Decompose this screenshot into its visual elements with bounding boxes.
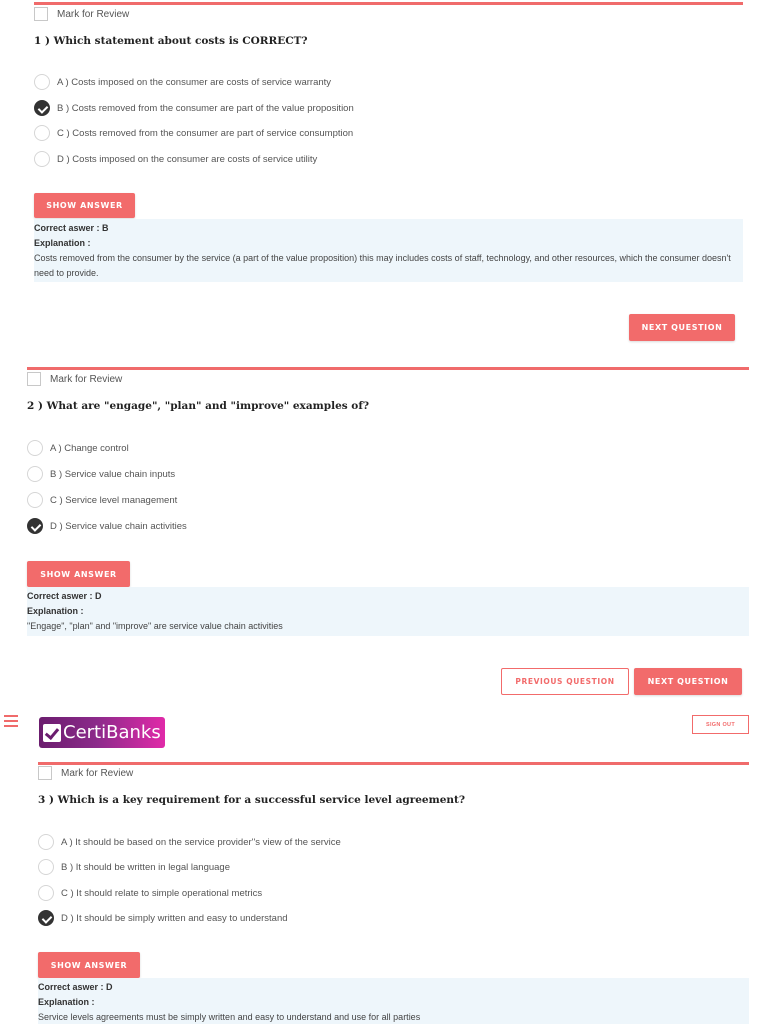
correct-answer: Correct aswer : B [34, 223, 109, 233]
explanation-label: Explanation : [27, 606, 84, 616]
option-label: B ) Service value chain inputs [50, 468, 176, 480]
option-label: C ) It should relate to simple operational metrics [61, 887, 263, 899]
radio-button[interactable] [38, 834, 54, 850]
mark-for-review[interactable] [27, 372, 122, 386]
option-a[interactable] [38, 833, 341, 851]
answer-panel [38, 978, 749, 1024]
previous-question-button[interactable]: PREVIOUS QUESTION [501, 668, 629, 695]
radio-button-checked[interactable] [38, 910, 54, 926]
radio-button-checked[interactable] [34, 100, 50, 116]
radio-button[interactable] [27, 466, 43, 482]
radio-button[interactable] [27, 492, 43, 508]
option-d[interactable] [38, 909, 288, 927]
answer-panel [27, 587, 749, 636]
option-label: D ) Service value chain activities [50, 520, 187, 532]
option-d[interactable] [27, 517, 187, 535]
option-c[interactable] [27, 491, 177, 509]
mark-for-review-label: Mark for Review [57, 8, 130, 20]
radio-button[interactable] [38, 859, 54, 875]
correct-answer: Correct aswer : D [38, 982, 113, 992]
mark-for-review-label: Mark for Review [50, 373, 123, 385]
radio-button[interactable] [34, 125, 50, 141]
review-checkbox[interactable] [34, 7, 48, 21]
option-label: A ) Change control [50, 442, 129, 454]
option-label: D ) It should be simply written and easy to understand [61, 912, 288, 924]
mark-for-review-label: Mark for Review [61, 767, 134, 779]
mark-for-review[interactable] [38, 766, 133, 780]
hamburger-menu-icon[interactable] [4, 715, 18, 727]
explanation-text: Costs removed from the consumer by the service (a part of the value proposition) this may includes costs of staff, technology, and other resources, which the consumer doesn't need to provide. [34, 253, 731, 278]
explanation-label: Explanation : [38, 997, 95, 1007]
option-label: A ) It should be based on the service provider''s view of the service [61, 836, 341, 848]
option-a[interactable] [34, 73, 331, 91]
logo-text: CertiBanks [63, 722, 161, 743]
show-answer-button[interactable]: SHOW ANSWER [27, 561, 130, 587]
answer-panel [34, 219, 743, 282]
explanation-label: Explanation : [34, 238, 91, 248]
radio-button-checked[interactable] [27, 518, 43, 534]
explanation-text: "Engage", "plan" and "improve" are service value chain activities [27, 621, 283, 631]
option-b[interactable] [34, 99, 354, 117]
section-divider [34, 2, 743, 5]
radio-button[interactable] [27, 440, 43, 456]
next-question-button[interactable]: NEXT QUESTION [634, 668, 742, 695]
option-b[interactable] [38, 858, 230, 876]
option-label: C ) Service level management [50, 494, 178, 506]
radio-button[interactable] [34, 74, 50, 90]
show-answer-button[interactable]: SHOW ANSWER [38, 952, 140, 978]
show-answer-button[interactable]: SHOW ANSWER [34, 193, 135, 218]
option-d[interactable] [34, 150, 317, 168]
mark-for-review[interactable] [34, 7, 129, 21]
option-b[interactable] [27, 465, 175, 483]
question-text: 2 ) What are "engage", "plan" and "improve" examples of? [27, 400, 369, 412]
section-divider [27, 367, 749, 370]
question-text: 1 ) Which statement about costs is CORRECT? [34, 35, 308, 47]
option-c[interactable] [38, 884, 262, 902]
option-label: A ) Costs imposed on the consumer are costs of service warranty [57, 76, 332, 88]
radio-button[interactable] [38, 885, 54, 901]
option-label: D ) Costs imposed on the consumer are costs of service utility [57, 153, 318, 165]
section-divider [38, 762, 749, 765]
option-label: C ) Costs removed from the consumer are part of service consumption [57, 127, 354, 139]
radio-button[interactable] [34, 151, 50, 167]
option-c[interactable] [34, 124, 353, 142]
sign-out-button[interactable]: SIGN OUT [692, 715, 749, 734]
certibanks-logo[interactable] [39, 717, 165, 748]
option-label: B ) Costs removed from the consumer are part of the value proposition [57, 102, 354, 114]
explanation-text: Service levels agreements must be simply written and easy to understand and use for all parties [38, 1012, 421, 1022]
option-label: B ) It should be written in legal language [61, 861, 230, 873]
review-checkbox[interactable] [27, 372, 41, 386]
next-question-button[interactable]: NEXT QUESTION [629, 314, 735, 341]
review-checkbox[interactable] [38, 766, 52, 780]
correct-answer: Correct aswer : D [27, 591, 102, 601]
checkmark-logo-icon [43, 724, 61, 742]
question-text: 3 ) Which is a key requirement for a successful service level agreement? [38, 794, 466, 806]
option-a[interactable] [27, 439, 129, 457]
